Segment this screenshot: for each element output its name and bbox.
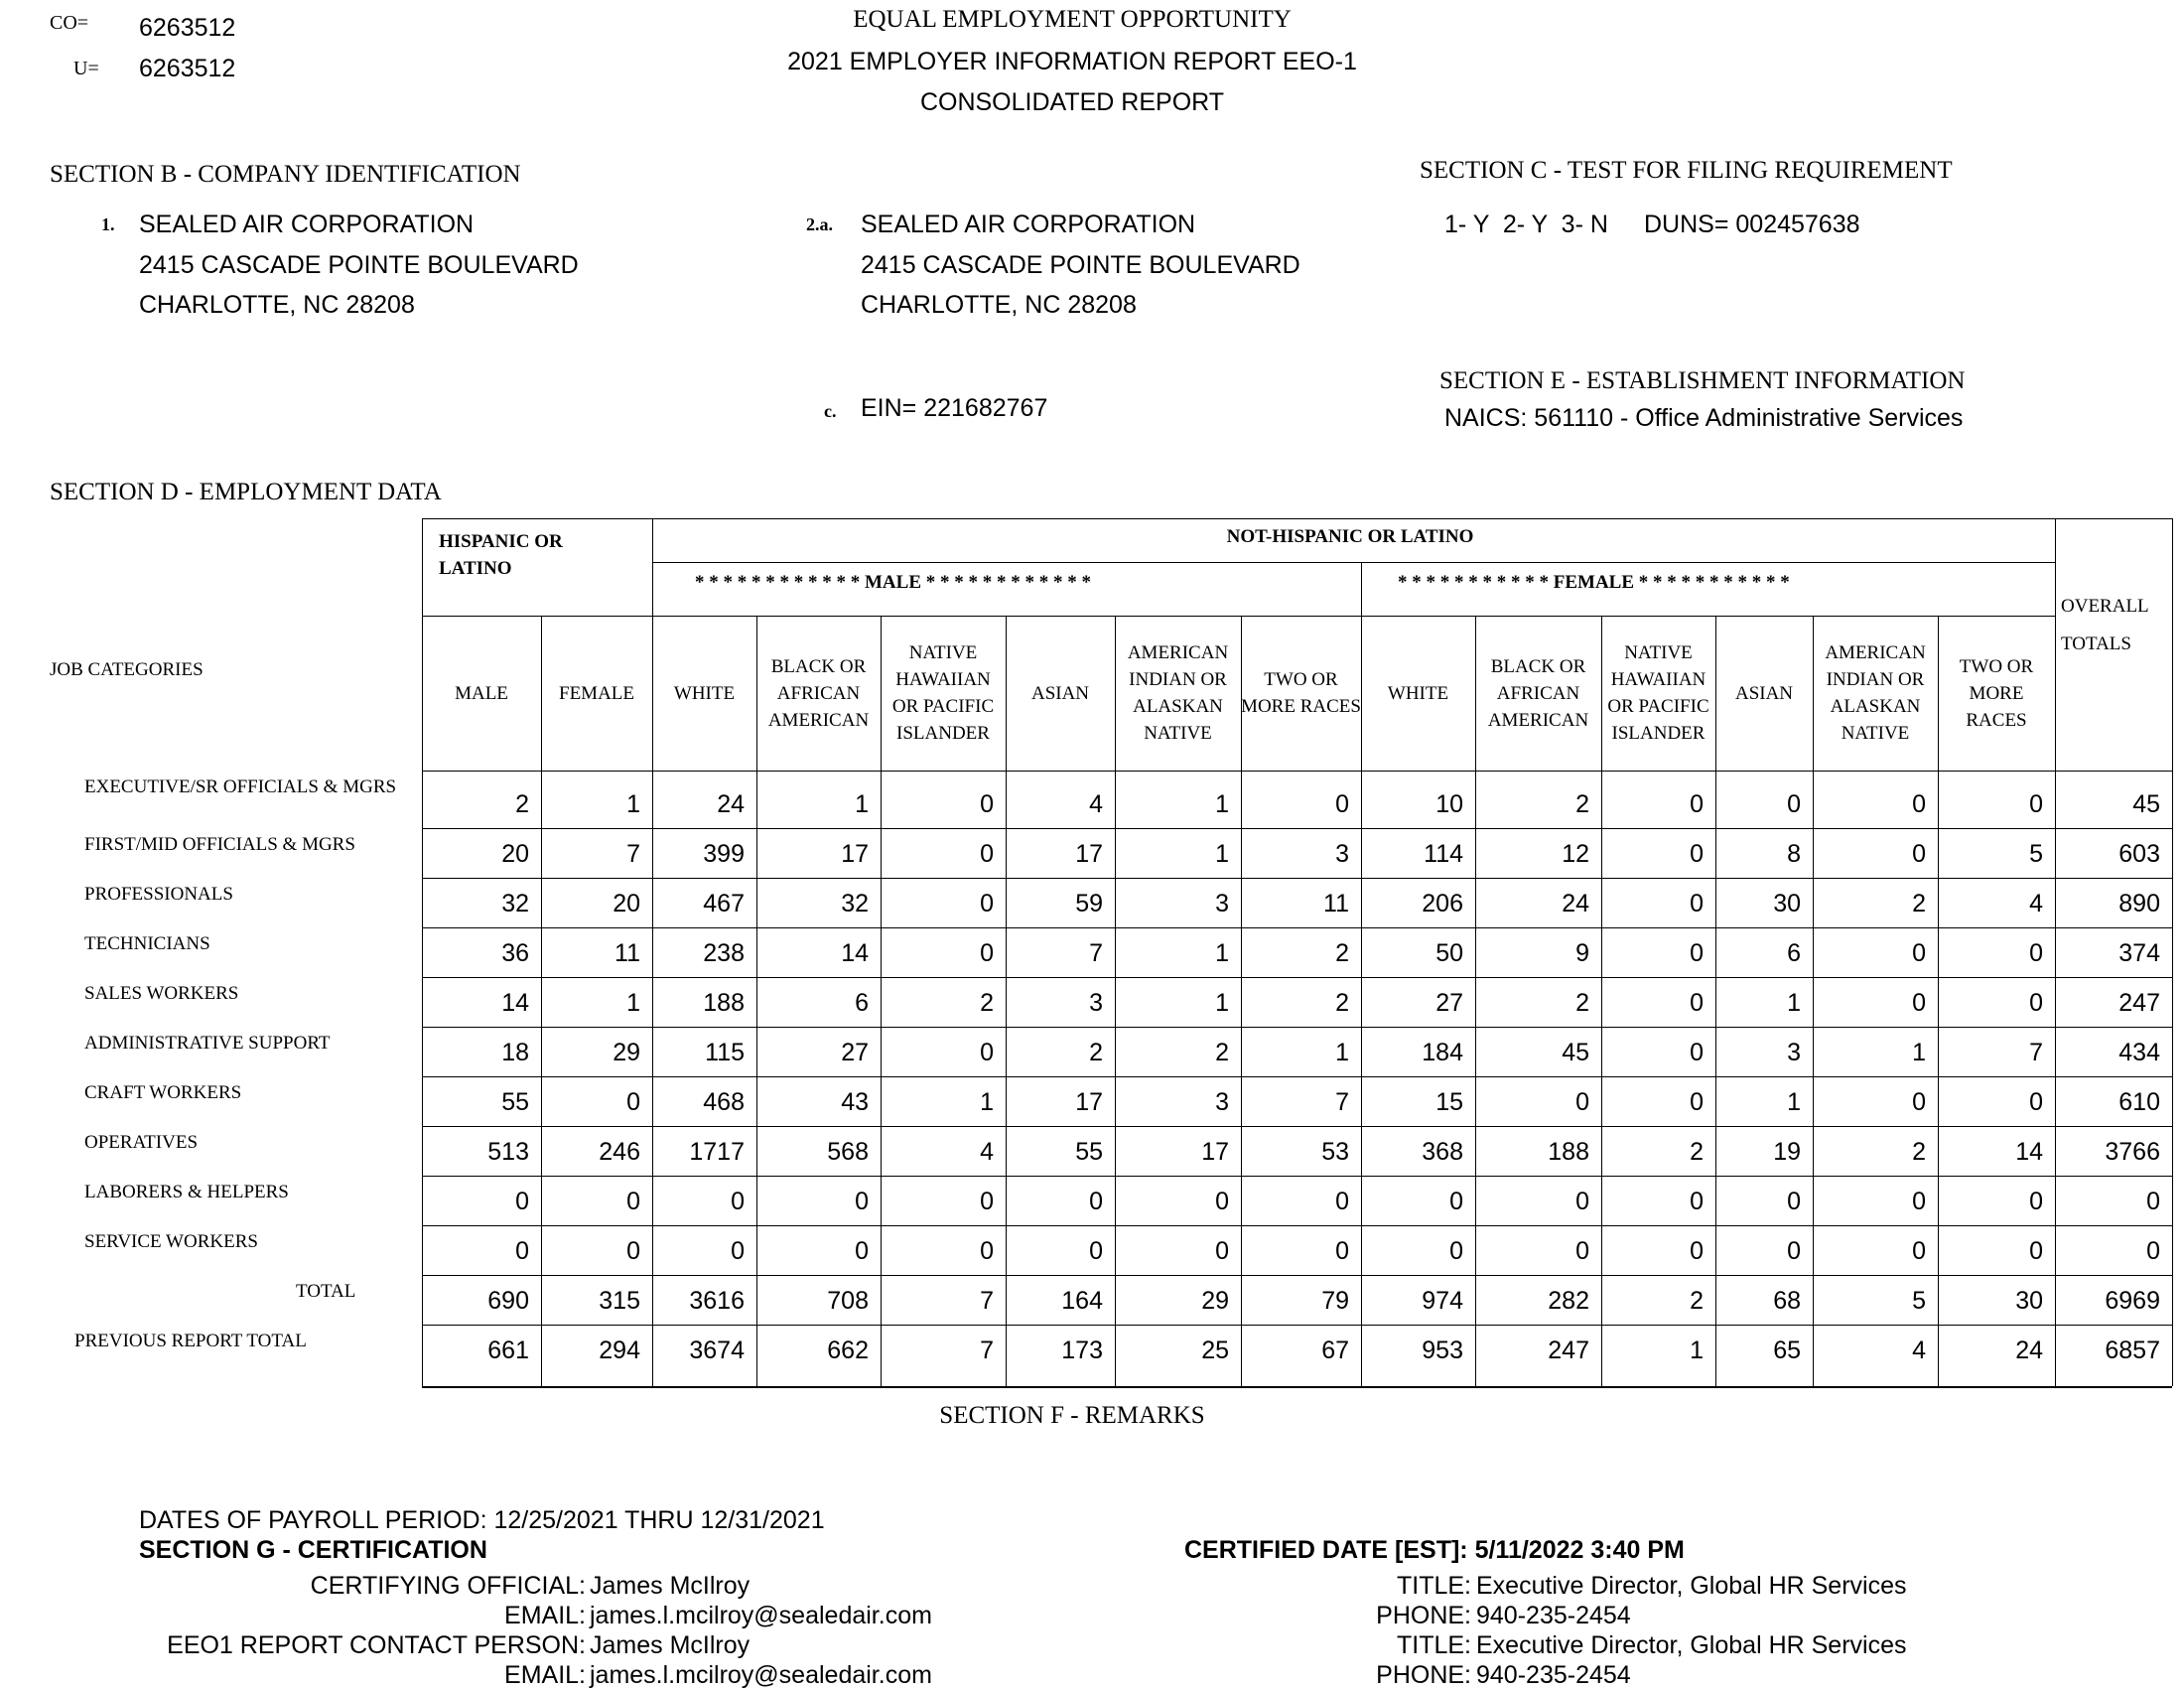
table-cell: 4 xyxy=(980,1138,994,1166)
table-cell: 1 xyxy=(1787,1088,1801,1116)
table-cell: 0 xyxy=(980,1237,994,1265)
table-cell: 68 xyxy=(1773,1287,1801,1315)
table-cell: 0 xyxy=(1575,1088,1589,1116)
item-1-label: 1. xyxy=(101,214,115,234)
table-cell: 315 xyxy=(599,1287,640,1315)
table-cell: 2 xyxy=(1912,890,1926,917)
overall-totals-header: OVERALL TOTALS xyxy=(2061,596,2148,654)
column-header: BLACK OR AFRICAN AMERICAN xyxy=(1487,655,1589,731)
row-label: FIRST/MID OFFICIALS & MGRS xyxy=(84,834,355,855)
table-cell: 0 xyxy=(731,1237,745,1265)
table-cell: 20 xyxy=(613,890,640,917)
table-cell: 188 xyxy=(1548,1138,1589,1166)
table-cell: 0 xyxy=(1089,1188,1103,1215)
table-cell: 3 xyxy=(1215,1088,1229,1116)
table-cell: 7 xyxy=(980,1287,994,1315)
table-cell: 513 xyxy=(487,1138,529,1166)
table-cell: 29 xyxy=(1201,1287,1229,1315)
column-header: ASIAN xyxy=(1030,682,1090,704)
table-cell: 79 xyxy=(1321,1287,1349,1315)
row-divider xyxy=(422,1126,2172,1127)
table-cell: 0 xyxy=(626,1188,640,1215)
filing-answers: 1- Y 2- Y 3- N xyxy=(1444,211,1608,238)
table-cell: 0 xyxy=(1690,1039,1704,1066)
table-cell: 0 xyxy=(1575,1188,1589,1215)
table-cell: 0 xyxy=(1215,1237,1229,1265)
table-cell: 32 xyxy=(501,890,529,917)
table-cell: 17 xyxy=(1201,1138,1229,1166)
table-cell: 0 xyxy=(1089,1237,1103,1265)
table-cell: 115 xyxy=(705,1039,745,1066)
table-cell: 4 xyxy=(1912,1337,1926,1364)
table-cell: 1 xyxy=(1215,790,1229,818)
table-cell: 45 xyxy=(1562,1039,1589,1066)
table-cell: 6857 xyxy=(2105,1337,2160,1364)
section-b-heading: SECTION B - COMPANY IDENTIFICATION xyxy=(50,161,521,188)
table-cell: 368 xyxy=(1422,1138,1463,1166)
table-cell: 43 xyxy=(841,1088,869,1116)
table-cell: 2 xyxy=(1575,989,1589,1017)
page-title: EQUAL EMPLOYMENT OPPORTUNITY xyxy=(853,6,1292,33)
row-label: TOTAL xyxy=(296,1281,356,1302)
row-divider xyxy=(422,1325,2172,1326)
table-cell: 0 xyxy=(1787,1188,1801,1215)
table-cell: 5 xyxy=(1912,1287,1926,1315)
table-cell: 890 xyxy=(2118,890,2160,917)
table-cell: 53 xyxy=(1321,1138,1349,1166)
certifying-official-label: CERTIFYING OFFICIAL: xyxy=(310,1572,586,1600)
table-cell: 1 xyxy=(980,1088,994,1116)
table-cell: 7 xyxy=(980,1337,994,1364)
title-label: TITLE: xyxy=(1396,1572,1471,1600)
table-cell: 0 xyxy=(1690,939,1704,967)
column-header: MALE xyxy=(455,682,508,704)
table-cell: 610 xyxy=(2118,1088,2160,1116)
row-label: LABORERS & HELPERS xyxy=(84,1182,289,1202)
column-header: WHITE xyxy=(673,682,736,704)
row-label: ADMINISTRATIVE SUPPORT xyxy=(84,1033,331,1054)
row-label: PROFESSIONALS xyxy=(84,884,233,905)
table-cell: 708 xyxy=(827,1287,869,1315)
company-name: SEALED AIR CORPORATION xyxy=(139,211,475,238)
table-cell: 0 xyxy=(1449,1188,1463,1215)
table-cell: 0 xyxy=(1690,1188,1704,1215)
table-cell: 0 xyxy=(2029,1088,2043,1116)
table-cell: 1 xyxy=(1215,989,1229,1017)
female-banner: * * * * * * * * * * * FEMALE * * * * * * * * * * * xyxy=(1398,572,1790,593)
table-cell: 0 xyxy=(2029,989,2043,1017)
contact-phone-label: PHONE: xyxy=(1376,1661,1471,1689)
table-cell: 1 xyxy=(1787,989,1801,1017)
table-cell: 0 xyxy=(1912,790,1926,818)
table-cell: 3674 xyxy=(689,1337,745,1364)
table-cell: 661 xyxy=(487,1337,529,1364)
contact-person: James McIlroy xyxy=(590,1631,751,1659)
table-bottom-border xyxy=(422,1386,2172,1388)
table-cell: 3766 xyxy=(2105,1138,2160,1166)
contact-title-label: TITLE: xyxy=(1396,1631,1471,1659)
co-label: CO= xyxy=(50,12,89,34)
table-cell: 67 xyxy=(1321,1337,1349,1364)
table-cell: 7 xyxy=(626,840,640,868)
table-cell: 603 xyxy=(2118,840,2160,868)
table-cell: 45 xyxy=(2132,790,2160,818)
table-cell: 4 xyxy=(1089,790,1103,818)
row-divider xyxy=(422,1176,2172,1177)
row-label: SALES WORKERS xyxy=(84,983,239,1004)
table-cell: 7 xyxy=(1335,1088,1349,1116)
table-cell: 0 xyxy=(1690,989,1704,1017)
table-cell: 238 xyxy=(703,939,745,967)
table-cell: 662 xyxy=(827,1337,869,1364)
table-cell: 0 xyxy=(1215,1188,1229,1215)
table-cell: 12 xyxy=(1562,840,1589,868)
table-cell: 55 xyxy=(501,1088,529,1116)
section-g-heading: SECTION G - CERTIFICATION xyxy=(139,1536,487,1564)
establishment-address: 2415 CASCADE POINTE BOULEVARD xyxy=(861,251,1300,279)
contact-title: Executive Director, Global HR Services xyxy=(1476,1631,1907,1659)
table-cell: 0 xyxy=(2029,1237,2043,1265)
table-cell: 11 xyxy=(1323,890,1349,917)
section-f-heading: SECTION F - REMARKS xyxy=(939,1402,1205,1429)
table-cell: 1 xyxy=(1215,840,1229,868)
table-cell: 15 xyxy=(1435,1088,1463,1116)
table-cell: 9 xyxy=(1575,939,1589,967)
table-cell: 0 xyxy=(1690,790,1704,818)
table-cell: 0 xyxy=(626,1237,640,1265)
row-label: EXECUTIVE/SR OFFICIALS & MGRS xyxy=(84,776,397,797)
co-value: 6263512 xyxy=(139,14,236,42)
table-cell: 0 xyxy=(2146,1237,2160,1265)
row-divider xyxy=(422,828,2172,829)
table-cell: 2 xyxy=(1335,989,1349,1017)
table-cell: 468 xyxy=(703,1088,745,1116)
row-label: OPERATIVES xyxy=(84,1132,199,1153)
table-cell: 0 xyxy=(515,1188,529,1215)
table-cell: 1 xyxy=(1912,1039,1926,1066)
table-cell: 0 xyxy=(626,1088,640,1116)
official-phone: 940-235-2454 xyxy=(1476,1602,1631,1629)
table-cell: 690 xyxy=(487,1287,529,1315)
table-cell: 0 xyxy=(2029,790,2043,818)
table-cell: 0 xyxy=(1690,1237,1704,1265)
table-cell: 6969 xyxy=(2105,1287,2160,1315)
row-label: PREVIOUS REPORT TOTAL xyxy=(74,1331,307,1351)
table-right-border xyxy=(2172,518,2173,1386)
table-cell: 0 xyxy=(1335,1237,1349,1265)
item-2a-label: 2.a. xyxy=(806,214,833,234)
table-cell: 1 xyxy=(855,790,869,818)
table-cell: 0 xyxy=(1912,939,1926,967)
table-cell: 0 xyxy=(515,1237,529,1265)
table-cell: 0 xyxy=(1335,790,1349,818)
column-header: BLACK OR AFRICAN AMERICAN xyxy=(767,655,870,731)
row-label: TECHNICIANS xyxy=(84,933,210,954)
table-cell: 30 xyxy=(2015,1287,2043,1315)
table-cell: 399 xyxy=(703,840,745,868)
table-cell: 0 xyxy=(980,790,994,818)
column-header: AMERICAN INDIAN OR ALASKAN NATIVE xyxy=(1127,642,1229,744)
table-cell: 294 xyxy=(599,1337,640,1364)
table-cell: 24 xyxy=(1562,890,1589,917)
item-c-label: c. xyxy=(824,401,837,421)
table-cell: 1717 xyxy=(689,1138,745,1166)
row-divider xyxy=(422,1275,2172,1276)
row-divider xyxy=(422,927,2172,928)
table-cell: 14 xyxy=(841,939,869,967)
table-cell: 0 xyxy=(1335,1188,1349,1215)
male-banner: * * * * * * * * * * * * MALE * * * * * * * * * * * * xyxy=(695,572,1091,593)
table-cell: 2 xyxy=(1215,1039,1229,1066)
table-cell: 2 xyxy=(1335,939,1349,967)
table-cell: 0 xyxy=(855,1188,869,1215)
table-cell: 17 xyxy=(841,840,869,868)
payroll-period: DATES OF PAYROLL PERIOD: 12/25/2021 THRU 12/31/2021 xyxy=(139,1506,825,1534)
table-cell: 2 xyxy=(980,989,994,1017)
table-cell: 0 xyxy=(1690,890,1704,917)
table-cell: 27 xyxy=(1435,989,1463,1017)
naics: NAICS: 561110 - Office Administrative Services xyxy=(1444,404,1964,432)
company-address: 2415 CASCADE POINTE BOULEVARD xyxy=(139,251,579,279)
column-header: FEMALE xyxy=(559,682,634,704)
certifying-email: james.l.mcilroy@sealedair.com xyxy=(590,1602,932,1629)
row-divider xyxy=(422,878,2172,879)
table-cell: 27 xyxy=(841,1039,869,1066)
u-value: 6263512 xyxy=(139,55,236,82)
row-divider xyxy=(422,977,2172,978)
table-cell: 0 xyxy=(1912,840,1926,868)
section-d-heading: SECTION D - EMPLOYMENT DATA xyxy=(50,479,442,505)
race-group-divider xyxy=(652,562,2055,563)
table-cell: 173 xyxy=(1061,1337,1103,1364)
column-header: TWO OR MORE RACES xyxy=(1959,655,2034,731)
table-cell: 2 xyxy=(1912,1138,1926,1166)
table-cell: 2 xyxy=(1575,790,1589,818)
table-cell: 0 xyxy=(980,840,994,868)
hispanic-header: HISPANIC OR LATINO xyxy=(439,531,563,579)
table-cell: 14 xyxy=(501,989,529,1017)
establishment-name: SEALED AIR CORPORATION xyxy=(861,211,1196,238)
table-cell: 3 xyxy=(1215,890,1229,917)
table-cell: 0 xyxy=(855,1237,869,1265)
table-cell: 14 xyxy=(2015,1138,2043,1166)
table-cell: 247 xyxy=(1548,1337,1589,1364)
table-cell: 59 xyxy=(1075,890,1103,917)
table-cell: 206 xyxy=(1422,890,1463,917)
table-cell: 5 xyxy=(2029,840,2043,868)
table-cell: 164 xyxy=(1061,1287,1103,1315)
table-cell: 6 xyxy=(855,989,869,1017)
u-label: U= xyxy=(73,58,99,79)
table-cell: 0 xyxy=(980,1039,994,1066)
table-cell: 0 xyxy=(731,1188,745,1215)
table-cell: 0 xyxy=(2029,1188,2043,1215)
section-e-heading: SECTION E - ESTABLISHMENT INFORMATION xyxy=(1439,367,1966,394)
table-cell: 50 xyxy=(1435,939,1463,967)
table-cell: 0 xyxy=(1912,1188,1926,1215)
table-cell: 0 xyxy=(1912,989,1926,1017)
table-cell: 0 xyxy=(2029,939,2043,967)
table-cell: 1 xyxy=(626,989,640,1017)
table-cell: 10 xyxy=(1435,790,1463,818)
table-cell: 0 xyxy=(980,890,994,917)
table-cell: 0 xyxy=(1787,790,1801,818)
table-cell: 3616 xyxy=(689,1287,745,1315)
table-cell: 434 xyxy=(2118,1039,2160,1066)
table-cell: 3 xyxy=(1335,840,1349,868)
table-cell: 30 xyxy=(1773,890,1801,917)
table-cell: 36 xyxy=(501,939,529,967)
company-city: CHARLOTTE, NC 28208 xyxy=(139,291,415,319)
table-cell: 11 xyxy=(614,939,640,967)
table-cell: 0 xyxy=(1787,1237,1801,1265)
table-cell: 0 xyxy=(1912,1237,1926,1265)
table-cell: 24 xyxy=(717,790,745,818)
table-cell: 6 xyxy=(1787,939,1801,967)
table-cell: 4 xyxy=(2029,890,2043,917)
not-hispanic-header: NOT-HISPANIC OR LATINO xyxy=(1226,526,1474,547)
table-cell: 0 xyxy=(1690,1088,1704,1116)
ein: EIN= 221682767 xyxy=(861,394,1048,422)
contact-phone: 940-235-2454 xyxy=(1476,1661,1631,1689)
table-cell: 0 xyxy=(1449,1237,1463,1265)
establishment-city: CHARLOTTE, NC 28208 xyxy=(861,291,1137,319)
email-label: EMAIL: xyxy=(504,1602,586,1629)
table-cell: 25 xyxy=(1201,1337,1229,1364)
column-header: WHITE xyxy=(1387,682,1449,704)
row-label: CRAFT WORKERS xyxy=(84,1082,242,1103)
table-cell: 247 xyxy=(2118,989,2160,1017)
row-label: SERVICE WORKERS xyxy=(84,1231,258,1252)
contact-person-label: EEO1 REPORT CONTACT PERSON: xyxy=(167,1631,586,1659)
column-header: AMERICAN INDIAN OR ALASKAN NATIVE xyxy=(1825,642,1926,744)
table-cell: 3 xyxy=(1089,989,1103,1017)
table-cell: 246 xyxy=(599,1138,640,1166)
table-cell: 17 xyxy=(1075,840,1103,868)
table-cell: 0 xyxy=(1690,840,1704,868)
table-cell: 0 xyxy=(1912,1088,1926,1116)
table-cell: 2 xyxy=(515,790,529,818)
table-cell: 19 xyxy=(1773,1138,1801,1166)
table-cell: 974 xyxy=(1422,1287,1463,1315)
table-cell: 0 xyxy=(980,1188,994,1215)
table-cell: 0 xyxy=(2146,1188,2160,1215)
table-cell: 1 xyxy=(1215,939,1229,967)
table-cell: 1 xyxy=(1335,1039,1349,1066)
table-cell: 184 xyxy=(1422,1039,1463,1066)
table-cell: 1 xyxy=(626,790,640,818)
phone-label: PHONE: xyxy=(1376,1602,1471,1629)
table-cell: 467 xyxy=(703,890,745,917)
certifying-official: James McIlroy xyxy=(590,1572,751,1600)
table-cell: 18 xyxy=(501,1039,529,1066)
table-cell: 374 xyxy=(2118,939,2160,967)
row-divider xyxy=(422,1225,2172,1226)
table-top-border xyxy=(422,518,2172,519)
report-subtitle: CONSOLIDATED REPORT xyxy=(919,88,1225,116)
table-cell: 2 xyxy=(1690,1287,1704,1315)
table-cell: 29 xyxy=(613,1039,640,1066)
table-cell: 953 xyxy=(1422,1337,1463,1364)
table-cell: 0 xyxy=(980,939,994,967)
table-cell: 7 xyxy=(1089,939,1103,967)
section-c-heading: SECTION C - TEST FOR FILING REQUIREMENT xyxy=(1420,157,1953,184)
table-cell: 0 xyxy=(1575,1237,1589,1265)
contact-email: james.l.mcilroy@sealedair.com xyxy=(590,1661,932,1689)
certified-date: CERTIFIED DATE [EST]: 5/11/2022 3:40 PM xyxy=(1184,1536,1685,1564)
column-header: NATIVE HAWAIIAN OR PACIFIC ISLANDER xyxy=(1607,642,1709,744)
column-header: TWO OR MORE RACES xyxy=(1241,669,1361,717)
table-cell: 24 xyxy=(2015,1337,2043,1364)
column-header: NATIVE HAWAIIAN OR PACIFIC ISLANDER xyxy=(891,642,995,744)
table-cell: 568 xyxy=(827,1138,869,1166)
table-cell: 32 xyxy=(841,890,869,917)
table-cell: 188 xyxy=(703,989,745,1017)
row-divider xyxy=(422,1027,2172,1028)
job-categories-label: JOB CATEGORIES xyxy=(50,659,204,680)
table-cell: 65 xyxy=(1773,1337,1801,1364)
table-cell: 1 xyxy=(1690,1337,1704,1364)
official-title: Executive Director, Global HR Services xyxy=(1476,1572,1907,1600)
duns: DUNS= 002457638 xyxy=(1644,211,1860,238)
table-cell: 2 xyxy=(1089,1039,1103,1066)
contact-email-label: EMAIL: xyxy=(504,1661,586,1689)
table-cell: 282 xyxy=(1548,1287,1589,1315)
table-cell: 17 xyxy=(1075,1088,1103,1116)
report-title: 2021 EMPLOYER INFORMATION REPORT EEO-1 xyxy=(787,48,1357,75)
column-header: ASIAN xyxy=(1734,682,1794,704)
header-bottom-border xyxy=(422,771,2172,772)
table-cell: 2 xyxy=(1690,1138,1704,1166)
table-cell: 20 xyxy=(501,840,529,868)
table-cell: 8 xyxy=(1787,840,1801,868)
table-cell: 7 xyxy=(2029,1039,2043,1066)
table-cell: 55 xyxy=(1075,1138,1103,1166)
table-cell: 114 xyxy=(1424,840,1463,868)
table-cell: 3 xyxy=(1787,1039,1801,1066)
row-divider xyxy=(422,1076,2172,1077)
